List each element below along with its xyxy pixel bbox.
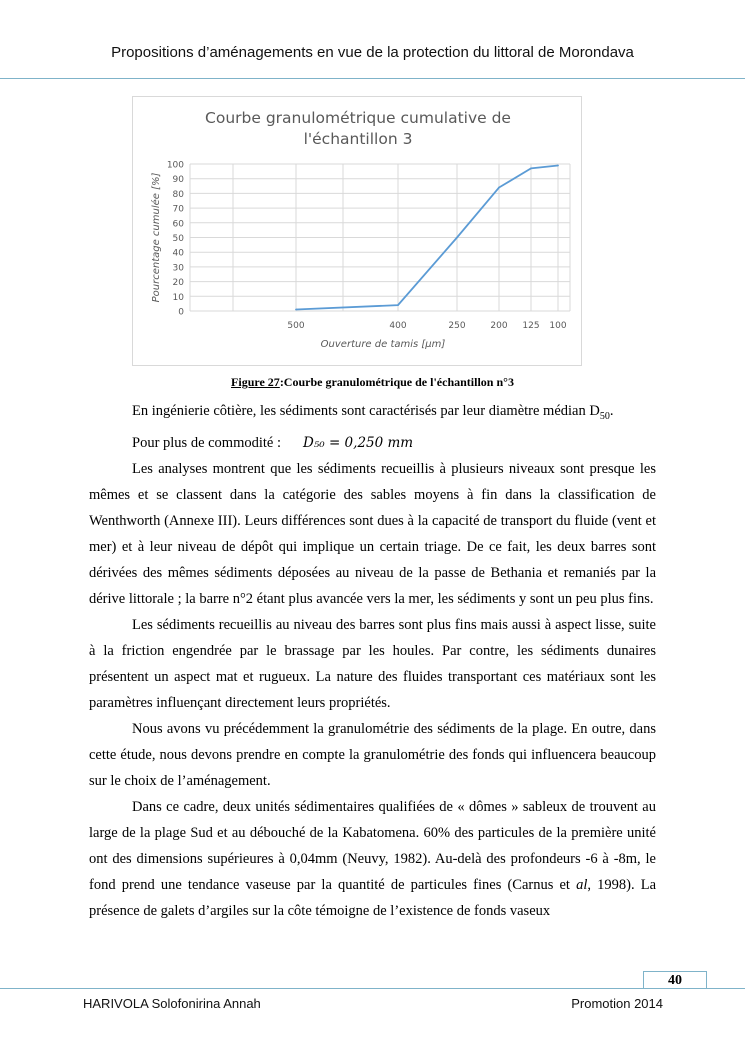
x-tick-label: 250 [448,321,466,331]
d50-subscript: 50 [599,410,610,422]
body-text [89,398,656,924]
x-tick-label: 200 [490,321,508,331]
x-axis-label: Ouverture de tamis [µm] [320,339,446,350]
y-axis-label: Pourcentage cumulée [%] [151,172,162,303]
page-header-title: Propositions d’aménagements en vue de la protection du littoral de Morondava [111,44,634,61]
chart-title-line: Courbe granulométrique cumulative de [205,109,511,127]
x-tick-label: 125 [522,321,540,331]
y-tick-label: 0 [178,307,184,318]
paragraph-d50-text: En ingénierie côtière, les sédiments sont caractérisés par leur diamètre médian D [132,403,600,419]
y-tick-label: 10 [172,292,184,303]
footer-author: HARIVOLA Solofonirina Annah [83,996,261,1011]
paragraph-domes-em: al [576,876,588,893]
formula-label: Pour plus de commodité : [132,434,282,451]
chart-title-line: l'échantillon 3 [303,130,413,148]
paragraph-formula [89,430,656,456]
paragraph-domes-a: Dans ce cadre, deux unités sédimentaires qualifiées de « dômes » sableux de trouvent au large de la plage Sud et au débouché de la Kabatomena. 60% des particules de la première unité ont des dimensions supérieures à 0,04mm (Neuvy, 1982). Au-delà des profondeurs -6 à -8m, le fond prend une tendance vaseuse par la quantité de particules fines (Carnus et [89,798,656,893]
footer-divider [0,988,745,989]
y-tick-label: 100 [166,160,184,171]
paragraph-domes-b: , 1998). La présence de galets d’argiles sur la côte témoigne de l’existence de fonds vaseux [89,876,657,919]
page-number: 40 [643,971,707,989]
y-tick-label: 90 [172,175,184,186]
data-point [295,309,297,311]
y-tick-label: 70 [172,204,184,215]
figure-caption [0,375,745,390]
granulometry-chart [132,96,582,366]
figure-caption-text: :Courbe granulométrique de l'échantillon n°3 [279,375,514,389]
y-tick-label: 30 [172,263,184,274]
footer-promotion: Promotion 2014 [571,996,663,1011]
y-tick-label: 80 [172,189,184,200]
y-tick-label: 20 [172,278,184,289]
x-tick-label: 100 [549,321,567,331]
paragraph-barres: Les sédiments recueillis au niveau des barres sont plus fins mais aussi à aspect lisse, suite à la friction engendrée par le brassage par les houles. Par contre, les sédiments dunaires présentent un aspect mat et rugueux. La nature des fluides transportant ces matériaux sont les paramètres influençant directement leurs propriétés. [89,616,656,711]
y-tick-label: 50 [172,234,184,244]
paragraph-analyses: Les analyses montrent que les sédiments recueillis à plusieurs niveaux sont presque les mêmes et se classent dans la catégorie des sables moyens à fin dans la classification de Wenthworth (Annexe III). Leurs différences sont dues à la capacité de transport du fluide (vent et mer) et à leur niveau de dépôt qui implique un certain triage. De ce fait, les deux barres sont dérivées des mêmes sédiments déposées au niveau de la passe de Bethania et remaniés par la dérive littorale ; la barre n°2 étant plus avancée vers la mer, les sédiments y sont un peu plus fins. [89,460,656,607]
header-divider [0,78,745,79]
data-point [397,304,399,306]
data-point [557,165,559,167]
d50-formula: D₅₀ = 0,250 mm [303,434,414,451]
x-tick-label: 500 [287,321,305,331]
paragraph-domes [89,794,656,924]
paragraph-d50-end: . [609,403,614,419]
paragraph-d50 [89,398,656,430]
y-tick-label: 40 [172,248,184,259]
data-point [498,187,500,189]
data-point [456,237,458,239]
chart-svg [133,97,583,367]
data-point [530,168,532,170]
figure-number: Figure 27 [231,375,280,389]
paragraph-granulometrie: Nous avons vu précédemment la granulométrie des sédiments de la plage. En outre, dans cette étude, nous devons prendre en compte la granulométrie des fonds qui influencera beaucoup sur le choix de l’aménagement. [89,720,656,789]
y-tick-label: 60 [172,219,184,230]
x-tick-label: 400 [389,321,407,331]
